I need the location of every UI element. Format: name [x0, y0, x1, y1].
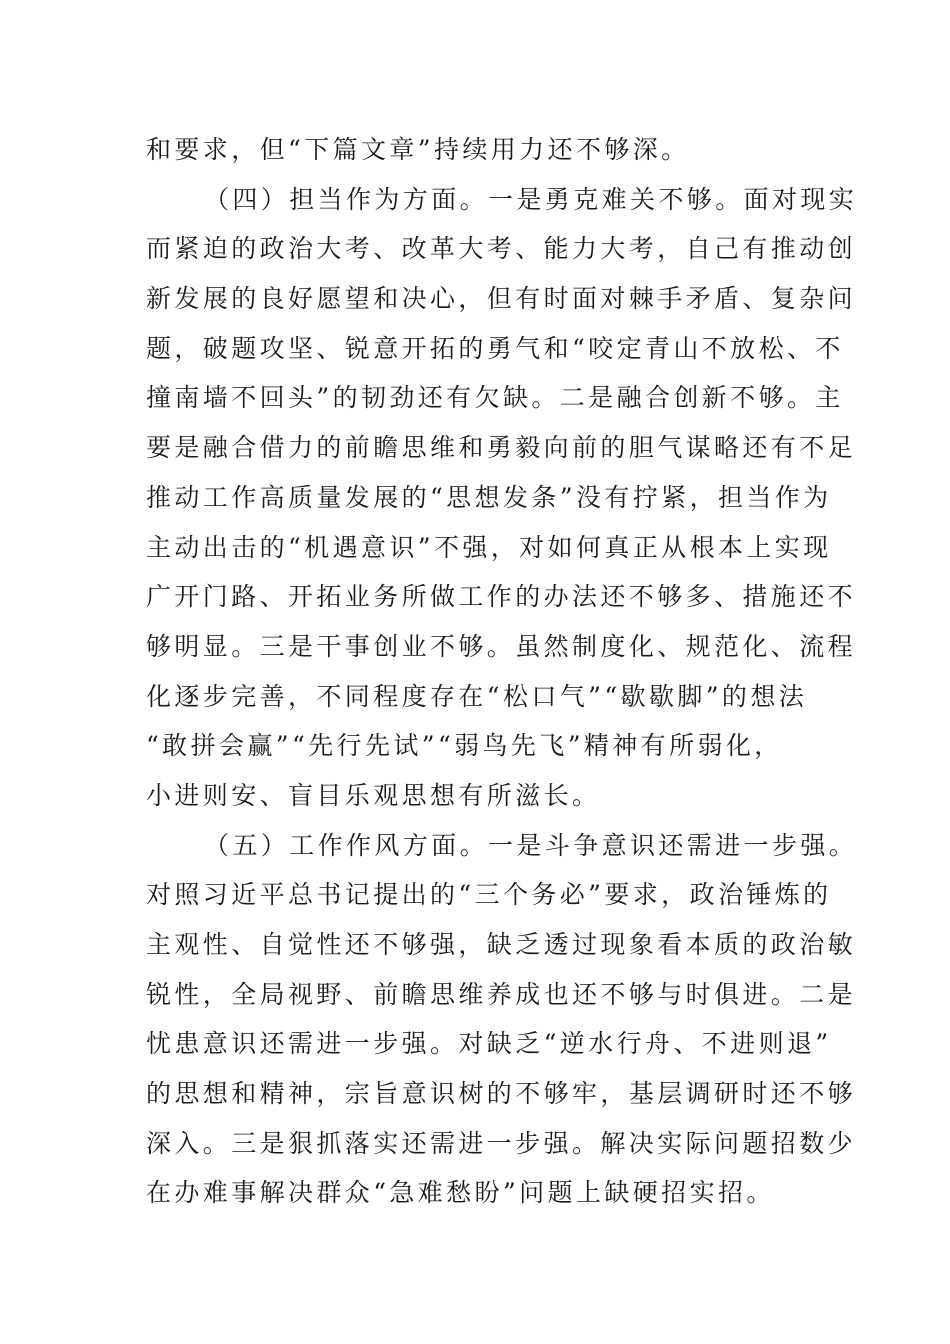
text-line: 的思想和精神，宗旨意识树的不够牢，基层调研时还不够 — [146, 1079, 857, 1109]
text-line: 主动出击的“机遇意识”不强，对如何真正从根本上实现 — [146, 532, 832, 562]
paragraph-start-line: （五）工作作风方面。一是斗争意识还需进一步强。 — [204, 830, 858, 860]
text-line: 在办难事解决群众“急难愁盼”问题上缺硬招实招。 — [146, 1178, 775, 1208]
text-line: 够明显。三是干事创业不够。虽然制度化、规范化、流程 — [146, 631, 857, 661]
text-line: 题，破题攻坚、锐意开拓的勇气和“咬定青山不放松、不 — [146, 333, 844, 363]
text-line: 而紧迫的政治大考、改革大考、能力大考，自己有推动创 — [146, 234, 857, 264]
text-line: 小进则安、盲目乐观思想有所滋长。 — [146, 780, 601, 810]
text-line: 深入。三是狠抓落实还需进一步强。解决实际问题招数少 — [146, 1128, 857, 1158]
paragraph-start-line: （四）担当作为方面。一是勇克难关不够。面对现实 — [204, 184, 858, 214]
document-body — [146, 125, 858, 1218]
text-line: 新发展的良好愿望和决心，但有时面对棘手矛盾、复杂问 — [146, 284, 857, 314]
text-line: 主观性、自觉性还不够强，缺乏透过现象看本质的政治敏 — [146, 930, 857, 959]
text-line: 对照习近平总书记提出的“三个务必”要求，政治锤炼的 — [146, 880, 832, 910]
text-line: 和要求，但“下篇文章”持续用力还不够深。 — [146, 135, 690, 164]
text-line: 锐性，全局视野、前瞻思维养成也还不够与时俱进。二是 — [146, 979, 857, 1009]
text-line: 推动工作高质量发展的“思想发条”没有拧紧，担当作为 — [146, 482, 832, 512]
text-line: “敢拼会赢”“先行先试”“弱鸟先飞”精神有所弱化， — [146, 731, 783, 761]
text-line: 要是融合借力的前瞻思维和勇毅向前的胆气谋略还有不足 — [146, 433, 857, 463]
text-line: 化逐步完善，不同程度存在“松口气”“歇歇脚”的想法 — [146, 681, 808, 711]
text-line: 撞南墙不回头”的韧劲还有欠缺。二是融合创新不够。主 — [146, 383, 844, 413]
text-line: 忧患意识还需进一步强。对缺乏“逆水行舟、不进则退” — [146, 1029, 832, 1059]
text-line: 广开门路、开拓业务所做工作的办法还不够多、措施还不 — [146, 582, 857, 612]
